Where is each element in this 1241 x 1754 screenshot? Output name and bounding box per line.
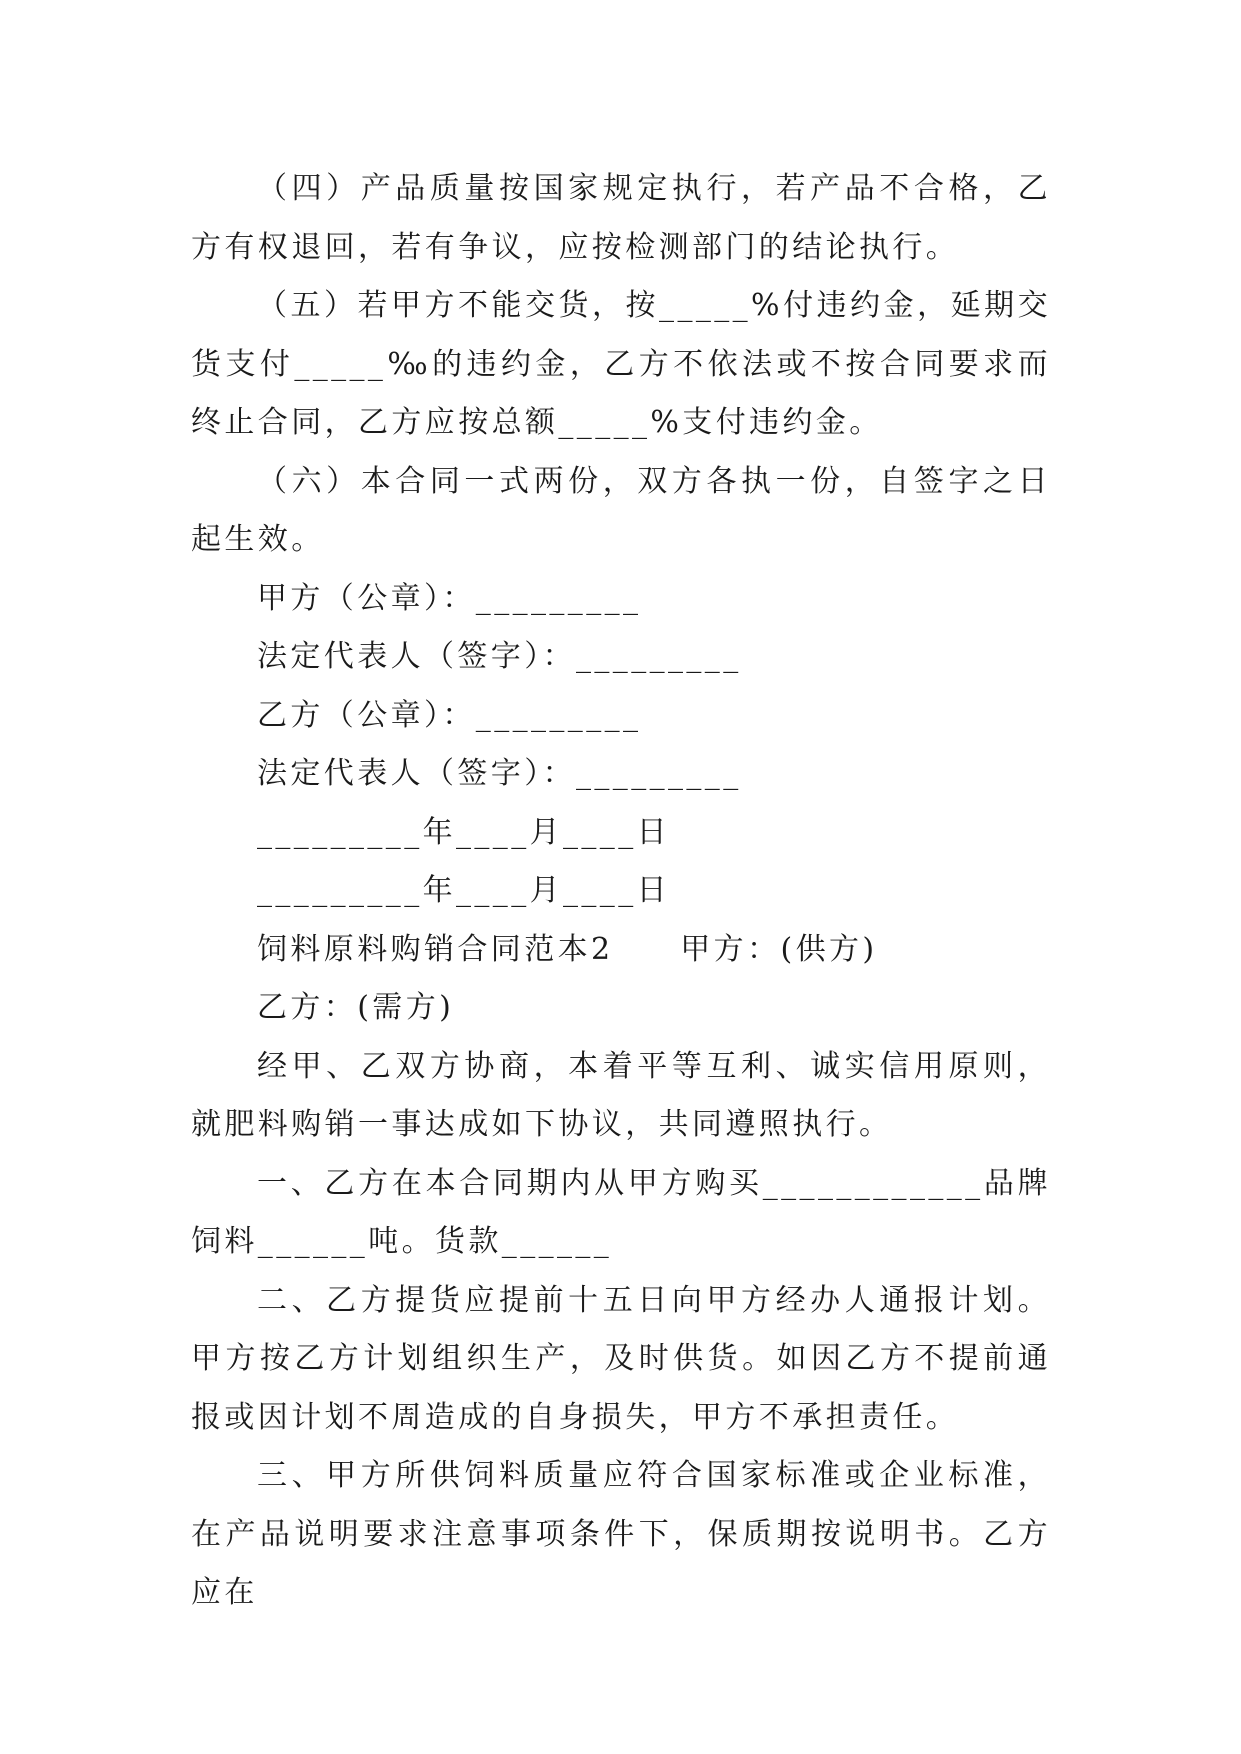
party-b-seal-line: 乙方（公章）：_________	[257, 697, 642, 733]
clause-4-paragraph: （四）产品质量按国家规定执行，若产品不合格，乙方有权退回，若有争议，应按检测部门的结论执行。	[191, 171, 1051, 265]
article-2-paragraph: 二、乙方提货应提前十五日向甲方经办人通报计划。甲方按乙方计划组织生产，及时供货。如因乙方不提前通报或因计划不周造成的自身损失，甲方不承担责任。	[191, 1282, 1051, 1435]
party-b-representative-line: 法定代表人（签字）：_________	[257, 756, 742, 791]
contract-2-title-line: 饲料原料购销合同范本2 甲方：(供方)	[257, 931, 878, 967]
article-1-paragraph: 一、乙方在本合同期内从甲方购买____________品牌饲料______吨。货款______	[191, 1165, 1051, 1259]
party-b-demand-line: 乙方：(需方)	[257, 990, 455, 1025]
article-3-paragraph: 三、甲方所供饲料质量应符合国家标准或企业标准，在产品说明要求注意事项条件下，保质期按说明书。乙方应在	[191, 1458, 1051, 1610]
date-line-a: _________年____月____日	[257, 814, 670, 850]
party-a-representative-line: 法定代表人（签字）：_________	[257, 639, 742, 674]
clause-5-paragraph: （五）若甲方不能交货，按_____%付违约金，延期交货支付_____‰的违约金，乙方不依法或不按合同要求而终止合同，乙方应按总额_____%支付违约金。	[191, 288, 1051, 440]
party-a-seal-line: 甲方（公章）：_________	[257, 580, 642, 616]
preamble-paragraph: 经甲、乙双方协商，本着平等互利、诚实信用原则，就肥料购销一事达成如下协议，共同遵照执行。	[191, 1048, 1051, 1142]
document-body	[191, 160, 1051, 1623]
date-line-b: _________年____月____日	[257, 873, 670, 908]
clause-6-paragraph: （六）本合同一式两份，双方各执一份，自签字之日起生效。	[191, 463, 1051, 557]
